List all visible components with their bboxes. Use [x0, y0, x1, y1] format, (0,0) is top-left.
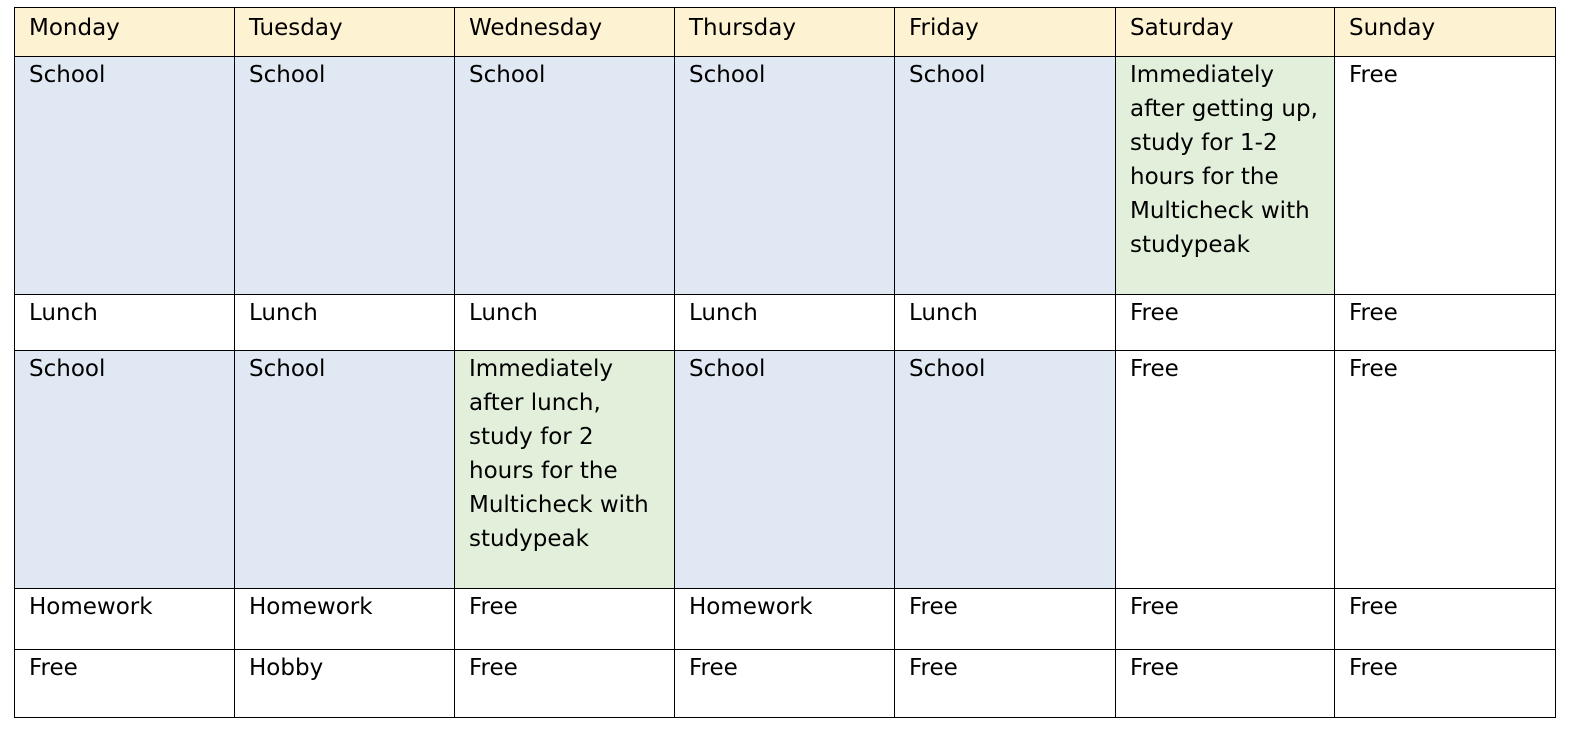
table-row — [15, 650, 1556, 718]
table-cell: School — [895, 57, 1116, 295]
table-cell: School — [235, 57, 455, 295]
table-row — [15, 295, 1556, 351]
table-cell: Homework — [15, 589, 235, 650]
table-cell: Immediately after getting up, study for 1-2 hours for the Multicheck with studypeak — [1116, 57, 1335, 295]
table-cell: Free — [1116, 589, 1335, 650]
table-row — [15, 57, 1556, 295]
header-thursday: Thursday — [675, 8, 895, 57]
table-cell: Free — [675, 650, 895, 718]
table-cell: Free — [1335, 589, 1556, 650]
table-cell: Lunch — [15, 295, 235, 351]
table-cell: Free — [1116, 295, 1335, 351]
header-row — [15, 8, 1556, 57]
table-cell: Free — [1335, 295, 1556, 351]
table-cell: Immediately after lunch, study for 2 hours for the Multicheck with studypeak — [455, 351, 675, 589]
table-cell: Lunch — [455, 295, 675, 351]
table-cell: School — [455, 57, 675, 295]
header-sunday: Sunday — [1335, 8, 1556, 57]
table-cell: School — [15, 351, 235, 589]
header-wednesday: Wednesday — [455, 8, 675, 57]
table-row — [15, 589, 1556, 650]
header-friday: Friday — [895, 8, 1116, 57]
header-saturday: Saturday — [1116, 8, 1335, 57]
table-cell: Lunch — [895, 295, 1116, 351]
table-cell: Free — [455, 650, 675, 718]
weekly-schedule-table — [14, 7, 1556, 718]
table-cell: Lunch — [675, 295, 895, 351]
table-cell: Free — [895, 650, 1116, 718]
table-row — [15, 351, 1556, 589]
table-cell: Free — [1335, 650, 1556, 718]
table-cell: Free — [1335, 57, 1556, 295]
header-tuesday: Tuesday — [235, 8, 455, 57]
table-cell: Lunch — [235, 295, 455, 351]
table-cell: School — [15, 57, 235, 295]
table-cell: Hobby — [235, 650, 455, 718]
table-cell: School — [675, 351, 895, 589]
table-cell: Homework — [675, 589, 895, 650]
table-cell: School — [895, 351, 1116, 589]
table-cell: Free — [895, 589, 1116, 650]
table-cell: Free — [15, 650, 235, 718]
table-cell: Free — [455, 589, 675, 650]
table-cell: School — [235, 351, 455, 589]
table-cell: Homework — [235, 589, 455, 650]
table-cell: School — [675, 57, 895, 295]
table-cell: Free — [1335, 351, 1556, 589]
table-cell: Free — [1116, 351, 1335, 589]
header-monday: Monday — [15, 8, 235, 57]
table-cell: Free — [1116, 650, 1335, 718]
